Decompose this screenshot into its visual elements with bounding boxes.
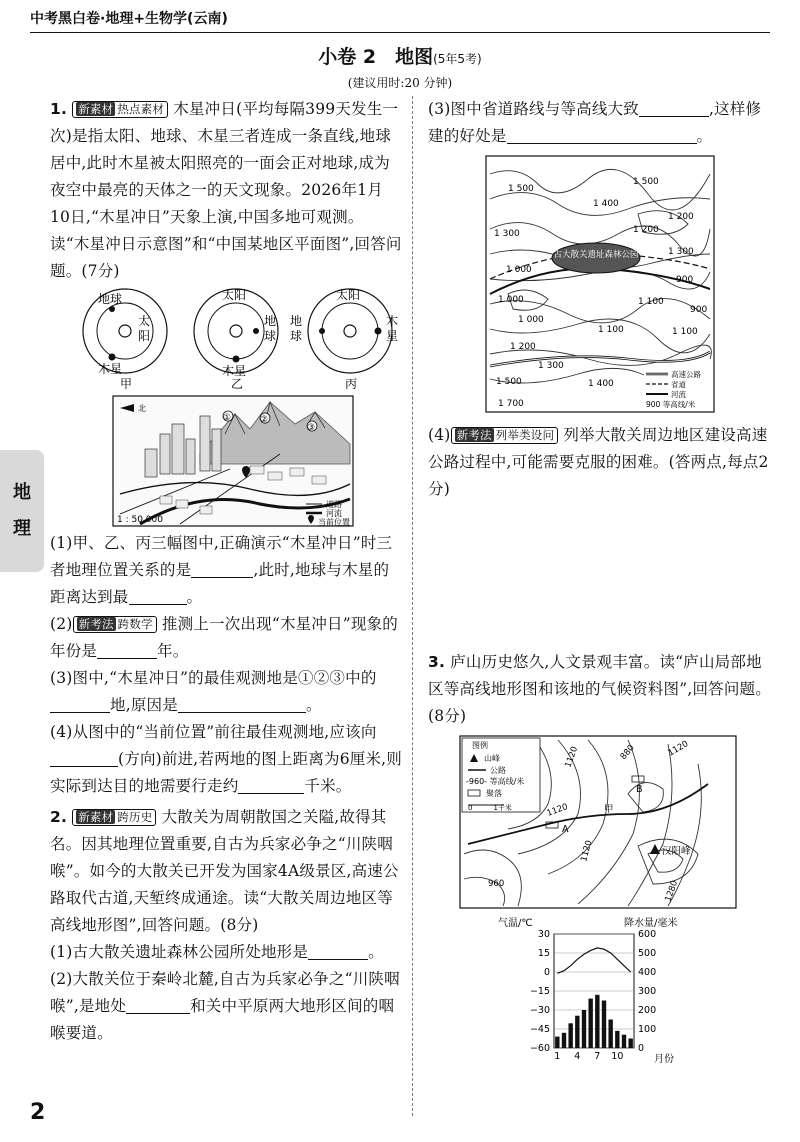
precip-bar — [615, 1031, 619, 1048]
mark-2: ② — [260, 415, 269, 425]
page-number: 2 — [30, 1100, 46, 1125]
q2-s1-text: (1)古大散关遗址森林公园所处地形是 — [50, 943, 309, 961]
label-sun: 太阳 — [222, 288, 247, 302]
north-label: 北 — [138, 404, 146, 413]
q1-tag-hot — [72, 101, 168, 118]
contour-label: 1280 — [663, 879, 681, 904]
contour-label: 1 400 — [588, 379, 614, 389]
precip-bar — [562, 1033, 566, 1048]
section-title-main: 小卷 2 地图 — [318, 46, 434, 68]
q2-s3b-text: ,这样修建的好处是 — [428, 100, 762, 145]
contour-label: 1120 — [545, 802, 570, 819]
q3-number: 3. — [428, 653, 446, 671]
legend-road: 道路 — [326, 500, 342, 509]
jupiter-dot — [233, 356, 240, 363]
q2-blank-4[interactable] — [507, 128, 697, 144]
q3-intro-text: 庐山历史悠久,人文景观丰富。读“庐山局部地区等高线地形图和该地的气候资料图”,回答问题。(8分) — [428, 653, 771, 725]
q2-sub4 — [428, 422, 772, 503]
contour-label: 1 700 — [498, 399, 524, 409]
contour-label: 1 100 — [598, 325, 624, 335]
side-tab-char-1: 地 — [13, 482, 31, 503]
q2-number: 2. — [50, 808, 68, 826]
q2-s2b-text: 和关中平原两大地形区间的咽喉要道。 — [50, 997, 395, 1042]
q1-s2-pre: (2) — [50, 615, 73, 633]
q2-blank-2[interactable] — [126, 998, 190, 1014]
label-jupiter: 木星 — [98, 362, 123, 376]
contour-label: 1 300 — [668, 247, 694, 257]
q2-s4-pre: (4) — [428, 426, 451, 444]
legend-road: 公路 — [490, 766, 506, 775]
page-header: 中考黑白卷·地理+生物学(云南) — [30, 11, 228, 27]
q2-sub1 — [50, 939, 402, 966]
q1-blank-5[interactable] — [178, 697, 306, 713]
label-jupiter: 木星 — [222, 364, 247, 378]
point-jia: 甲 — [604, 804, 614, 815]
q1-s2b-text: 年。 — [157, 642, 189, 660]
contour-label: 900 — [690, 305, 708, 315]
legend-contour: 900 等高线/米 — [646, 400, 696, 409]
jupiter-dot — [375, 328, 382, 335]
earth-dot — [253, 328, 259, 334]
sun-icon — [344, 325, 356, 337]
x-tick-label: 1 — [554, 1051, 561, 1062]
contour-label: 1 000 — [506, 265, 532, 275]
legend-position: 当前位置 — [318, 518, 350, 527]
q1-s4-text: (4)从图中的“当前位置”前往最佳观测地,应该向 — [50, 723, 377, 741]
park-label — [553, 249, 639, 260]
map-scale: 1 : 50 000 — [117, 515, 163, 525]
y-tick-label: 30 — [537, 929, 550, 940]
sun-icon — [230, 325, 242, 337]
q1-s2-text: 推测上一次出现“木星冲日”现象的年份是 — [50, 615, 398, 660]
q2-blank-1[interactable] — [308, 944, 368, 960]
legend-peak: 山峰 — [484, 754, 500, 763]
precip-axis-title: 降水量/毫米 — [624, 918, 678, 929]
contour-label: 1 000 — [518, 315, 544, 325]
dasanguan-contour-map — [428, 154, 772, 416]
legend-title: 图例 — [472, 741, 488, 750]
answer-space — [428, 503, 772, 649]
contour-label: 960 — [488, 879, 505, 889]
contour-label: 1 500 — [633, 177, 659, 187]
contour-label: 1 300 — [494, 229, 520, 239]
label-earth-2: 球 — [290, 329, 303, 343]
legend-highway: 高速公路 — [671, 370, 701, 379]
y-tick-label: 15 — [537, 948, 550, 959]
section-title-note: (5年5考) — [433, 52, 482, 66]
q2-blank-3[interactable] — [639, 101, 709, 117]
q2-tag-history-icon: 新素材 — [78, 810, 114, 824]
contour-label: 900 — [676, 275, 694, 285]
precip-bar — [602, 1001, 606, 1049]
q1-s3-text: (3)图中,“木星冲日”的最佳观测地是①②③中的 — [50, 669, 377, 687]
y-tick-label: −45 — [529, 1024, 550, 1035]
x-tick-label: 10 — [611, 1051, 624, 1062]
q2-s2-text: (2)大散关位于秦岭北麓,自古为兵家必争之“川陕咽喉”,是地处 — [50, 970, 400, 1015]
precip-bar — [595, 995, 599, 1048]
q2-tag-history-label: 跨历史 — [117, 810, 153, 824]
precip-bar — [555, 1037, 559, 1048]
q2-intro-text: 大散关为周朝散国之关隘,故得其名。因其地理位置重要,自古为兵家必争之“川陕咽喉”。如今的大散关已开发为国家4A级景区,高速公路取代古道,天堑终成通途。读“大散关周边地区等高线地形图”,回答问题。(8分) — [50, 808, 399, 934]
q1-blank-7[interactable] — [238, 778, 304, 794]
q1-s4b-text: (方向)前进,若两地的图上距离为6厘米,则实际到达目的地需要行走约 — [50, 750, 403, 795]
contour-label: 1 100 — [672, 327, 698, 337]
contour-label: 1 200 — [633, 225, 659, 235]
q1-blank-2[interactable] — [129, 589, 187, 605]
point-b: B — [636, 784, 643, 795]
lushan-contour-map — [428, 734, 772, 912]
q1-blank-1[interactable] — [191, 562, 253, 578]
q1-blank-6[interactable] — [50, 751, 118, 767]
earth-dot — [109, 306, 115, 312]
precip-bar — [575, 1016, 579, 1048]
precip-bar — [628, 1039, 632, 1049]
q1-tag-hot-icon: 新素材 — [78, 102, 114, 116]
label-earth-1: 地 — [264, 314, 277, 328]
q2-s1c-text: 。 — [368, 943, 384, 961]
q1-number: 1. — [50, 100, 68, 118]
legend-contour: -960- 等高线/米 — [466, 777, 525, 786]
legend-settlement: 聚落 — [486, 789, 502, 798]
q2-intro — [50, 804, 402, 939]
contour-label: 1 500 — [496, 377, 522, 387]
precip-bar — [622, 1035, 626, 1048]
temp-axis-title: 气温/℃ — [498, 918, 533, 929]
subject-side-tab — [0, 450, 44, 572]
label-jupiter-2: 星 — [386, 329, 399, 343]
y2-tick-label: 300 — [638, 986, 657, 997]
chart-plot-area — [530, 929, 656, 1062]
q1-tag-math — [73, 616, 157, 633]
contour-label: 1 400 — [593, 199, 619, 209]
contour-label: 1 300 — [538, 361, 564, 371]
sun-icon — [119, 325, 131, 337]
label-earth: 地球 — [98, 292, 123, 306]
label-sun-1: 太 — [138, 314, 151, 328]
q1-blank-3[interactable] — [97, 643, 157, 659]
caption-yi: 乙 — [231, 377, 244, 390]
y2-tick-label: 100 — [638, 1024, 657, 1035]
q1-intro — [50, 96, 402, 285]
y-tick-label: −15 — [529, 986, 550, 997]
label-sun-2: 阳 — [138, 329, 151, 343]
contour-label: 1 000 — [498, 295, 524, 305]
precip-bar — [588, 999, 592, 1048]
q1-s1b-text: ,此时,地球与木星的距离达到最 — [50, 561, 390, 606]
q2-tag-history — [72, 809, 156, 826]
y2-tick-label: 600 — [638, 929, 657, 940]
peak-hanyang: 汉阳峰 — [662, 846, 691, 857]
diagram-bing — [290, 287, 398, 373]
q2-s3-text: (3)图中省道路线与等高线大致 — [428, 100, 639, 118]
precip-bar — [568, 1023, 572, 1048]
legend-provincial-road: 省道 — [671, 380, 686, 389]
q1-s4c-text: 千米。 — [304, 777, 352, 795]
legend-river: 河流 — [671, 390, 686, 399]
q2-tag-list-label: 列举类设问 — [495, 428, 555, 442]
y-tick-label: 0 — [543, 967, 550, 978]
contour-label: 1 200 — [510, 342, 536, 352]
side-tab-char-2: 理 — [13, 518, 31, 539]
q1-s3c-text: 。 — [305, 696, 322, 714]
q1-tag-math-icon: 新考法 — [78, 617, 114, 631]
header-rule — [30, 32, 770, 33]
y-tick-label: −60 — [529, 1043, 550, 1054]
q1-tag-hot-label: 热点素材 — [117, 102, 165, 116]
y2-tick-label: 0 — [638, 1043, 645, 1054]
label-earth-1: 地 — [290, 314, 303, 328]
jupiter-dot — [109, 354, 116, 361]
q2-tag-list — [451, 427, 559, 444]
q2-tag-list-icon: 新考法 — [456, 428, 492, 442]
point-a: A — [562, 824, 569, 835]
contour-label: 1120 — [563, 745, 581, 770]
q1-sub1 — [50, 530, 402, 611]
q1-sub2 — [50, 611, 402, 665]
jupiter-opposition-diagram — [50, 285, 402, 390]
x-axis-title: 月份 — [654, 1054, 674, 1065]
right-column — [428, 96, 772, 1066]
mark-1: ① — [223, 413, 232, 423]
contour-label: 1 100 — [638, 297, 664, 307]
label-sun: 太阳 — [336, 288, 361, 302]
q1-sub3 — [50, 665, 402, 719]
diagram-jia — [83, 289, 167, 376]
contour-label: 1 500 — [508, 184, 534, 194]
q1-blank-4[interactable] — [50, 697, 110, 713]
contour-label: 1120 — [579, 839, 595, 863]
x-tick-label: 4 — [574, 1051, 581, 1062]
china-region-plan-map — [50, 394, 402, 530]
q2-s3c-text: 。 — [696, 127, 713, 145]
q1-s3b-text: 地,原因是 — [110, 696, 178, 714]
q1-intro-text: 木星冲日(平均每隔399天发生一次)是指太阳、地球、木星三者连成一条直线,地球居中,此时木星被太阳照亮的一面会正对地球,成为夜空中最亮的天体之一的天文现象。2026年1月10日,“木星冲日”天象上演,中国多地可观测。读“木星冲日示意图”和“中国某地区平面图”,回答问题。(7分) — [50, 100, 402, 280]
q2-sub3 — [428, 96, 772, 150]
y2-tick-label: 400 — [638, 967, 657, 978]
contour-label: 880 — [618, 743, 637, 762]
diagram-yi — [194, 287, 278, 378]
q2-s4-text: 列举大散关周边地区建设高速公路过程中,可能需要克服的困难。(答两点,每点2分) — [428, 426, 769, 498]
label-jupiter-1: 木 — [386, 314, 399, 328]
legend-river: 河流 — [326, 509, 342, 518]
section-title — [0, 42, 800, 69]
precip-bar — [582, 1010, 586, 1048]
park-label-text: 古大散关遗址森林公园 — [553, 250, 639, 260]
q1-s1-text: (1)甲、乙、丙三幅图中,正确演示“木星冲日”时三者地理位置关系的是 — [50, 534, 393, 579]
temp-line — [557, 948, 630, 973]
q1-s1c-text: 。 — [186, 588, 203, 606]
caption-jia: 甲 — [120, 377, 133, 390]
y2-tick-label: 200 — [638, 1005, 657, 1016]
precip-bar — [608, 1020, 612, 1049]
legend-scale: 0 1千米 — [468, 804, 512, 812]
contour-label: 1 200 — [668, 212, 694, 222]
q1-tag-math-label: 跨数学 — [117, 617, 153, 631]
left-column — [50, 96, 402, 1047]
label-earth-2: 球 — [264, 329, 277, 343]
earth-dot — [319, 328, 325, 334]
y2-tick-label: 500 — [638, 948, 657, 959]
mark-3: ③ — [307, 423, 316, 433]
y-tick-label: −30 — [529, 1005, 550, 1016]
climate-chart — [428, 914, 772, 1066]
column-divider — [412, 96, 413, 1116]
q3-intro — [428, 649, 772, 730]
contour-label: 1120 — [666, 739, 691, 759]
section-subtitle: (建议用时:20 分钟) — [347, 76, 453, 90]
x-tick-label: 7 — [594, 1051, 601, 1062]
caption-bing: 丙 — [345, 377, 358, 390]
q2-sub2 — [50, 966, 402, 1047]
q1-sub4 — [50, 719, 402, 800]
